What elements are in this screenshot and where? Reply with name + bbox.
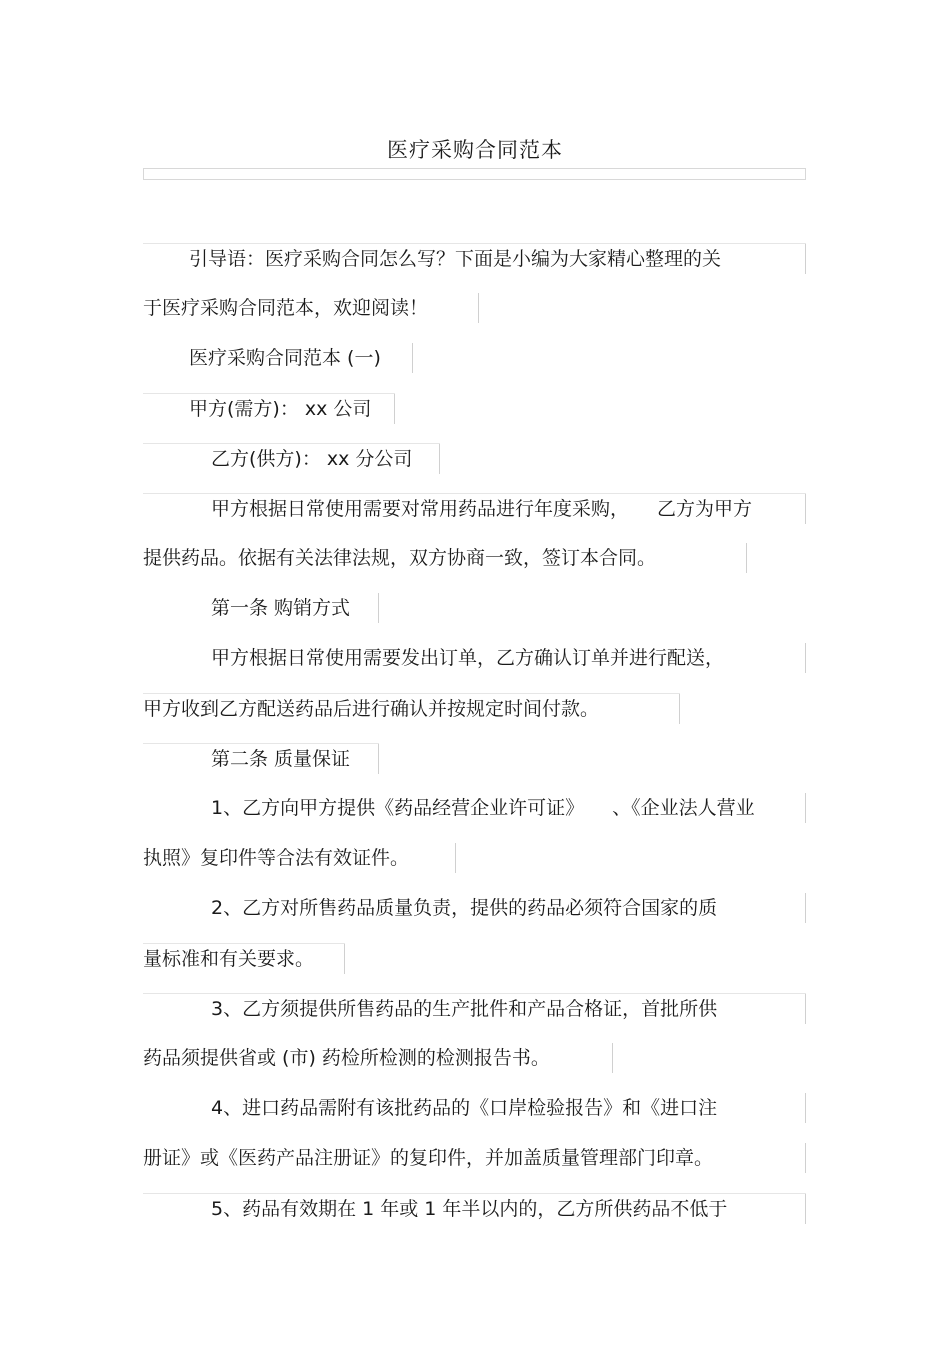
text-line-content: 第二条 质量保证 bbox=[211, 748, 351, 770]
text-line-content: 乙方为甲方 bbox=[657, 498, 753, 520]
text-line bbox=[143, 1143, 806, 1173]
line-edge bbox=[805, 1143, 806, 1173]
text-line bbox=[143, 843, 456, 873]
text-line bbox=[143, 243, 806, 273]
text-line-content: 药品须提供省或 (市) 药检所检测的检测报告书。 bbox=[143, 1047, 550, 1069]
line-edge bbox=[378, 593, 379, 623]
text-line-content: 1、乙方向甲方提供《药品经营企业许可证》 bbox=[211, 797, 585, 819]
text-line bbox=[143, 793, 806, 823]
line-edge bbox=[805, 643, 806, 673]
text-line bbox=[143, 393, 395, 423]
text-line bbox=[143, 293, 479, 323]
text-line bbox=[143, 643, 806, 673]
line-edge bbox=[439, 444, 440, 474]
text-line-content: 册证》或《医药产品注册证》的复印件，并加盖质量管理部门印章。 bbox=[143, 1147, 714, 1169]
text-line-content: 4、进口药品需附有该批药品的《口岸检验报告》和《进口注 bbox=[211, 1097, 718, 1119]
text-line bbox=[143, 943, 345, 973]
text-line bbox=[143, 693, 680, 723]
text-line-content: 量标准和有关要求。 bbox=[143, 948, 315, 970]
text-line bbox=[143, 1043, 613, 1073]
line-edge bbox=[378, 744, 379, 774]
text-line-content: 、《企业法人营业 bbox=[612, 797, 755, 819]
line-edge bbox=[805, 494, 806, 524]
text-line bbox=[143, 543, 747, 573]
text-line-content: 执照》复印件等合法有效证件。 bbox=[143, 847, 410, 869]
document-title: 医疗采购合同范本 bbox=[387, 138, 563, 162]
line-edge bbox=[478, 293, 479, 323]
text-line-content: 乙方(供方)： xx 分公司 bbox=[211, 448, 413, 470]
text-line bbox=[143, 1193, 806, 1223]
line-edge bbox=[805, 1194, 806, 1224]
text-line-content: 引导语：医疗采购合同怎么写？下面是小编为大家精心整理的关 bbox=[189, 248, 722, 270]
text-line-content: 甲方收到乙方配送药品后进行确认并按规定时间付款。 bbox=[143, 698, 600, 720]
text-line-content: 甲方根据日常使用需要对常用药品进行年度采购， bbox=[211, 498, 630, 520]
text-line-content: 提供药品。依据有关法律法规，双方协商一致，签订本合同。 bbox=[143, 547, 657, 569]
line-edge bbox=[805, 244, 806, 274]
section-heading bbox=[143, 593, 379, 623]
text-line bbox=[143, 443, 440, 473]
line-edge bbox=[394, 394, 395, 424]
text-line bbox=[143, 993, 806, 1023]
text-line-content: 甲方根据日常使用需要发出订单，乙方确认订单并进行配送， bbox=[211, 647, 725, 669]
text-line bbox=[143, 493, 806, 523]
line-edge bbox=[805, 994, 806, 1024]
line-edge bbox=[455, 843, 456, 873]
line-edge bbox=[679, 694, 680, 724]
text-line-content: 5、药品有效期在 1 年或 1 年半以内的，乙方所供药品不低于 bbox=[211, 1198, 728, 1220]
section-heading bbox=[143, 743, 379, 773]
line-edge bbox=[344, 944, 345, 974]
text-line-content: 第一条 购销方式 bbox=[211, 597, 351, 619]
text-line-content: 于医疗采购合同范本，欢迎阅读！ bbox=[143, 297, 429, 319]
text-line bbox=[143, 343, 413, 373]
line-edge bbox=[805, 893, 806, 923]
line-edge bbox=[805, 793, 806, 823]
text-line bbox=[143, 1093, 806, 1123]
line-edge bbox=[412, 343, 413, 373]
text-line-content: 甲方(需方)： xx 公司 bbox=[189, 398, 372, 420]
text-line-content: 医疗采购合同范本 (一) bbox=[189, 347, 381, 369]
line-edge bbox=[805, 1093, 806, 1123]
title-rule bbox=[143, 168, 806, 180]
text-line-content: 3、乙方须提供所售药品的生产批件和产品合格证，首批所供 bbox=[211, 998, 718, 1020]
text-line bbox=[143, 893, 806, 923]
text-line-content: 2、乙方对所售药品质量负责，提供的药品必须符合国家的质 bbox=[211, 897, 718, 919]
line-edge bbox=[612, 1043, 613, 1073]
line-edge bbox=[746, 543, 747, 573]
